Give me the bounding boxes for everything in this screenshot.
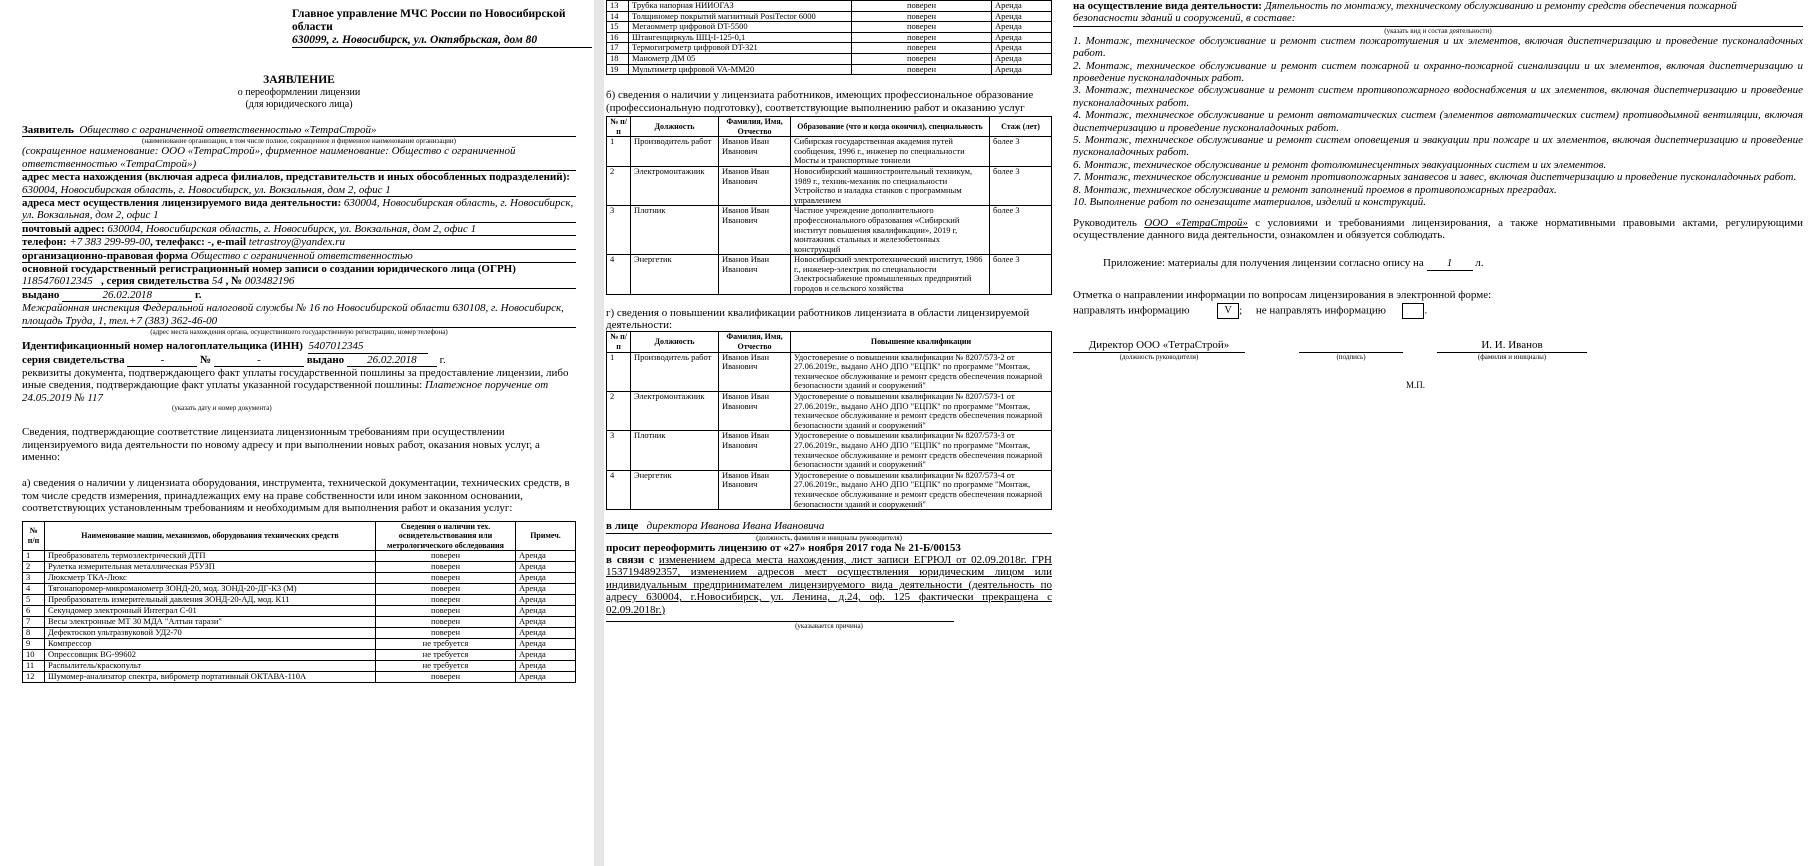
ack-org: ООО «ТетраСтрой»: [1144, 216, 1248, 229]
equipment-cell: Аренда: [992, 43, 1052, 54]
equipment-row: [607, 11, 1052, 22]
applicant-block: [22, 124, 576, 412]
equipment-cell: Мегаомметр цифровой DT-5500: [629, 22, 852, 33]
staff-cell: Частное учреждение дополнительного профессионального образования «Сибирский институт повышения квалификации», 2019 г, монтажник стальных и железобетонных конструкций: [791, 206, 990, 255]
issuer-value: Межрайонная инспекция Федеральной налоговой службы № 16 по Новосибирской области 630108, г. Новосибирск, площадь Труда, 1, тел.+7 (383) 362-46-00: [22, 302, 576, 328]
activity-item: 3. Монтаж, техническое обслуживание и ремонт систем противопожарного водоснабжения и их элементов, включая диспетчеризацию и проведение пусконаладочных работ.: [1073, 84, 1803, 109]
ack-text: с условиями и требованиями лицензирования, а также нормативными правовыми актами, регулирующими осуществление данного вида деятельности, ознакомлен и обязуется соблюдать.: [1073, 216, 1804, 241]
form-value: Общество с ограниченной ответственностью: [190, 249, 413, 262]
qual-header-pos: Должность: [631, 332, 719, 352]
email-value: tetrastroy@yandex.ru: [248, 236, 345, 249]
nosend-dot: .: [1424, 304, 1428, 317]
staff-cell: Новосибирский машиностроительный техникум, 1989 г., техник-механик по специальности Устройство и наладка станков с программным управлением: [791, 166, 990, 205]
series-value: 54: [211, 275, 223, 288]
qual-cell: Энергетик: [631, 470, 719, 509]
equipment-cell: 12: [23, 672, 45, 683]
equipment-cell: не требуется: [376, 661, 516, 672]
equipment-cell: Аренда: [516, 628, 576, 639]
request-text: просит переоформить лицензию от «27» ноября 2017 года № 21-Б/00153: [606, 541, 961, 554]
person-label: в лице: [606, 520, 639, 533]
title-sub1: о переоформлении лицензии: [237, 87, 361, 98]
equipment-cell: Дефектоскоп ультразвуковой УД2-70: [45, 628, 376, 639]
issuer-caption: (адрес места нахождения органа, осуществившего государственную регистрацию, номер телефона): [150, 328, 448, 337]
activity-item: 6. Монтаж, техническое обслуживание и ремонт фотолюминесцентных эвакуационных систем и их элементов.: [1073, 158, 1607, 171]
equipment-cell: поверен: [376, 551, 516, 562]
qual-cell: Удостоверение о повышении квалификации № 8207/573-1 от 27.06.2019г., выдано АНО ДПО "ЕЦПК" по программе "Монтаж, техническое обслуживание и ремонт средств обеспечения пожарной безопасности зданий и сооружений": [791, 392, 1052, 431]
stamp-place: М.П.: [1406, 379, 1426, 390]
page-gap: [594, 0, 604, 866]
act-addr-label: адреса мест осуществления лицензируемого вида деятельности:: [22, 197, 342, 210]
equipment-cell: Аренда: [516, 584, 576, 595]
issued-value: 26.02.2018: [62, 289, 192, 302]
equipment-cell: поверен: [852, 43, 992, 54]
equipment-row: [23, 639, 576, 650]
applicant-label: Заявитель: [22, 124, 74, 136]
equipment-cell: поверен: [852, 22, 992, 33]
qual-header-no: № п/п: [607, 332, 631, 352]
intro-text: Сведения, подтверждающие соответствие лицензиата лицензионным требованиям при осуществлении лицензируемого вида деятельности по новому адресу и при выполнении новых работ, оказания новых услуг, а именно:: [22, 426, 540, 463]
staff-row: [607, 166, 1052, 205]
staff-cell: Иванов Иван Иванович: [719, 255, 791, 294]
equipment-table-part1: [22, 521, 576, 684]
issued-year: г.: [194, 288, 202, 301]
act-addr-value: 630004, Новосибирская область, г. Новосибирск, ул. Вокзальная, дом 2, офис 1: [22, 197, 574, 222]
qual-cell: Иванов Иван Иванович: [719, 392, 791, 431]
equipment-cell: поверен: [376, 584, 516, 595]
equipment-cell: 11: [23, 661, 45, 672]
activity-list: [1073, 35, 1803, 209]
equipment-cell: поверен: [376, 573, 516, 584]
send-semicolon: ;: [1239, 304, 1243, 317]
equipment-row: [23, 573, 576, 584]
reason-value: изменением адреса места нахождения, лист записи ЕГРЮЛ от 02.09.2018г. ГРН 1537194892357, изменением адресов мест осуществления юридическим лицом или индивидуальным предпринимателем лицензируемого вида деятельности (деятельность по адресу 630004, г.Новосибирск, ул. Ленина, д.24, оф. 125 фактически прекращена с 02.09.2018г.): [606, 553, 1052, 616]
equipment-cell: поверен: [376, 595, 516, 606]
staff-header-fio: Фамилия, Имя, Отчество: [719, 116, 791, 136]
equipment-cell: Распылитель/краскопульт: [45, 661, 376, 672]
sign-position: Директор ООО «ТетраСтрой»: [1073, 339, 1245, 352]
payment-value: Платежное поручение от 24.05.2019 № 117: [22, 379, 549, 404]
equipment-cell: Преобразователь измерительный давления ЗОНД-20-АД, мод. К11: [45, 595, 376, 606]
equipment-cell: Мультиметр цифровой VA-MM20: [629, 64, 852, 75]
equipment-cell: Термогигрометр цифровой DT-321: [629, 43, 852, 54]
fax-value: -: [207, 236, 212, 249]
qual-cell: 4: [607, 470, 631, 509]
equipment-cell: 18: [607, 53, 629, 64]
staff-row: [607, 206, 1052, 255]
equipment-row: [23, 595, 576, 606]
activity-item: 7. Монтаж, техническое обслуживание и ремонт противопожарных занавесов и завес, включая диспетчеризацию и проведение пусконаладочных работ.: [1073, 171, 1797, 184]
electronic-choices: [1073, 303, 1803, 319]
qual-header-q: Повышение квалификации: [791, 332, 1052, 352]
applicant-name-caption: (наименование организации, в том числе полное, сокращенное и фирменное наименование организации): [142, 137, 456, 146]
equipment-table-part2: [606, 0, 1052, 75]
staff-cell: 2: [607, 166, 631, 205]
page-1: [0, 0, 594, 866]
eq-header-note: Примеч.: [516, 521, 576, 551]
equipment-row: [23, 628, 576, 639]
equipment-cell: 14: [607, 11, 629, 22]
staff-header-no: № п/п: [607, 116, 631, 136]
staff-row: [607, 255, 1052, 294]
equipment-cell: поверен: [376, 672, 516, 683]
staff-cell: более 3: [990, 166, 1052, 205]
title-sub2: (для юридического лица): [245, 98, 353, 110]
inn-no-label: №: [200, 353, 212, 366]
equipment-cell: поверен: [376, 562, 516, 573]
staff-cell: 1: [607, 137, 631, 167]
staff-header-edu: Образование (что и когда окончил), специальность: [791, 116, 990, 136]
equipment-cell: Шумомер-анализатор спектра, виброметр портативный ОКТАВА-110А: [45, 672, 376, 683]
document-title: [22, 74, 576, 110]
form-label: организационно-правовая форма: [22, 249, 188, 262]
qual-cell: Электромонтажник: [631, 392, 719, 431]
equipment-cell: поверен: [852, 32, 992, 43]
equipment-row: [607, 1, 1052, 12]
activity-label: на осуществление вида деятельности:: [1073, 0, 1262, 12]
inn-issued-label: выдано: [306, 353, 345, 366]
equipment-cell: не требуется: [376, 650, 516, 661]
column-right: [1073, 0, 1803, 391]
no-label: , №: [225, 275, 243, 288]
series-label: , серия свидетельства: [100, 275, 210, 288]
equipment-cell: 19: [607, 64, 629, 75]
attach-text: Приложение: материалы для получения лицензии согласно опису на: [1103, 257, 1424, 270]
nosend-label: не направлять информацию: [1255, 304, 1386, 317]
applicant-short-name: (сокращенное наименование: ООО «ТетраСтрой», фирменное наименование: Общество с ограниченной ответственностью «ТетраСтрой»): [22, 145, 576, 171]
equipment-row: [23, 551, 576, 562]
qual-cell: 1: [607, 352, 631, 391]
reason-label: в связи с: [606, 553, 654, 566]
qual-cell: 2: [607, 392, 631, 431]
electronic-text: Отметка о направлении информации по вопросам лицензирования в электронной форме:: [1073, 288, 1492, 301]
cap-sign: (подпись): [1336, 352, 1366, 361]
equipment-row: [23, 650, 576, 661]
equipment-cell: поверен: [376, 628, 516, 639]
cap-position: (должность руководителя): [1119, 352, 1199, 361]
equipment-cell: Секундомер электронный Интеграл С-01: [45, 606, 376, 617]
inn-issued-value: 26.02.2018: [347, 354, 437, 367]
equipment-cell: Аренда: [992, 11, 1052, 22]
person-value: директора Иванова Ивана Ивановича: [646, 520, 825, 533]
qual-cell: Удостоверение о повышении квалификации № 8207/573-2 от 27.06.2019г., выдано АНО ДПО "ЕЦПК" по программе "Монтаж, техническое обслуживание и ремонт средств обеспечения пожарной безопасности зданий и сооружений": [791, 352, 1052, 391]
equipment-cell: Опрессовщик ВG-99602: [45, 650, 376, 661]
equipment-cell: Аренда: [516, 595, 576, 606]
equipment-row: [607, 22, 1052, 33]
equipment-cell: Аренда: [516, 562, 576, 573]
equipment-cell: 7: [23, 617, 45, 628]
equipment-cell: поверен: [852, 64, 992, 75]
equipment-cell: 9: [23, 639, 45, 650]
equipment-row: [23, 617, 576, 628]
staff-row: [607, 137, 1052, 167]
section-g-text: г) сведения о повышении квалификации работников лицензиата в области лицензируемой деятельности:: [606, 306, 1030, 332]
equipment-cell: Аренда: [516, 551, 576, 562]
equipment-cell: Толщиномер покрытий магнитный PosiTector 6000: [629, 11, 852, 22]
equipment-cell: 4: [23, 584, 45, 595]
activity-item: 1. Монтаж, техническое обслуживание и ремонт систем пожаротушения и их элементов, включая диспетчеризацию и проведение пусконаладочных работ.: [1073, 34, 1803, 60]
staff-cell: 3: [607, 206, 631, 255]
equipment-cell: 5: [23, 595, 45, 606]
person-block: [606, 520, 1052, 630]
staff-cell: Сибирская государственная академия путей сообщения, 1996 г., инженер по специальности Мосты и транспортные тоннели: [791, 137, 990, 167]
equipment-cell: 17: [607, 43, 629, 54]
eq-header-name: Наименование машин, механизмов, оборудования технических средств: [45, 521, 376, 551]
qual-cell: Иванов Иван Иванович: [719, 470, 791, 509]
equipment-cell: не требуется: [376, 639, 516, 650]
staff-cell: Новосибирский электротехнический институт, 1986 г., инженер-электрик по специальности Электроснабжение промышленных предприятий городов и сельского хозяйства: [791, 255, 990, 294]
eq-header-check: Сведения о наличии тех. освидетельствования или метрологического обследования: [376, 521, 516, 551]
equipment-cell: поверен: [852, 53, 992, 64]
staff-cell: 4: [607, 255, 631, 294]
equipment-row: [23, 672, 576, 683]
equipment-cell: Аренда: [992, 32, 1052, 43]
sign-line: [1299, 340, 1403, 353]
activity-item: 5. Монтаж, техническое обслуживание и ремонт систем оповещения и эвакуации при пожаре и их элементов, включая диспетчеризацию и проведение пусконаладочных работ.: [1073, 134, 1803, 159]
applicant-name: Общество с ограниченной ответственностью «ТетраСтрой»: [79, 124, 377, 136]
email-label: , e-mail: [211, 236, 247, 249]
staff-cell: Производитель работ: [631, 137, 719, 167]
attach-count: 1: [1427, 257, 1473, 270]
post-value: 630004, Новосибирская область, г. Новосибирск, ул. Вокзальная, дом 2, офис 1: [107, 222, 477, 235]
phone-value: +7 383 299-99-00: [69, 236, 151, 249]
signature-captions: [1073, 353, 1803, 361]
qual-cell: 3: [607, 431, 631, 470]
qual-cell: Иванов Иван Иванович: [719, 431, 791, 470]
equipment-cell: Преобразователь термоэлектрический ДТП: [45, 551, 376, 562]
activity-item: 8. Монтаж, техническое обслуживание и ремонт заполнений проемов в противопожарных преградах.: [1073, 183, 1557, 196]
staff-cell: Плотник: [631, 206, 719, 255]
page-2: [604, 0, 1815, 866]
staff-cell: более 3: [990, 137, 1052, 167]
authority: Главное управление МЧС России по Новосибирской области: [292, 8, 566, 33]
equipment-cell: Аренда: [992, 22, 1052, 33]
equipment-cell: Компрессор: [45, 639, 376, 650]
send-checkbox[interactable]: V: [1217, 303, 1239, 319]
staff-cell: Иванов Иван Иванович: [719, 206, 791, 255]
equipment-cell: Аренда: [516, 606, 576, 617]
equipment-cell: Аренда: [516, 573, 576, 584]
equipment-cell: 3: [23, 573, 45, 584]
staff-cell: Энергетик: [631, 255, 719, 294]
equipment-cell: Аренда: [992, 53, 1052, 64]
issued-label: выдано: [22, 288, 60, 301]
phone-label: телефон:: [22, 236, 67, 249]
staff-cell: более 3: [990, 255, 1052, 294]
attachment-block: [1073, 257, 1803, 270]
reason-caption: (указывается причина): [795, 622, 863, 630]
qual-row: [607, 470, 1052, 509]
authority-address: 630099, г. Новосибирск, ул. Октябрьская, дом 80: [292, 34, 592, 48]
equipment-cell: Аренда: [992, 64, 1052, 75]
payment-text: реквизиты документа, подтверждающего факт уплаты государственной пошлины за предоставление лицензии, либо иные сведения, подтверждающие факт уплаты указанной государственной пошлины:: [22, 366, 569, 392]
equipment-cell: поверен: [376, 617, 516, 628]
attach-unit: л.: [1475, 257, 1484, 270]
equipment-cell: Аренда: [516, 650, 576, 661]
equipment-cell: поверен: [852, 1, 992, 12]
ogrn-value: 1185476012345: [22, 275, 93, 288]
equipment-cell: Рулетка измерительная металлическая Р5УЗП: [45, 562, 376, 573]
activity-item: 2. Монтаж, техническое обслуживание и ремонт систем пожарной и охранно-пожарной сигнализации и их элементов, включая диспетчеризацию и проведение пусконаладочных работ.: [1073, 59, 1803, 85]
equipment-row: [23, 584, 576, 595]
equipment-cell: Весы электронные МТ 30 МДА "Алтын тарази": [45, 617, 376, 628]
equipment-row: [23, 606, 576, 617]
equipment-cell: Трубка напорная НИИОГАЗ: [629, 1, 852, 12]
ogrn-label: основной государственный регистрационный номер записи о создании юридического лица (ОГРН): [22, 263, 516, 276]
signature-block: [1073, 339, 1803, 352]
inn-series-value: -: [127, 354, 197, 367]
header: [292, 8, 592, 48]
qual-cell: Иванов Иван Иванович: [719, 352, 791, 391]
equipment-cell: Аренда: [516, 672, 576, 683]
equipment-cell: Аренда: [516, 661, 576, 672]
equipment-cell: Аренда: [516, 639, 576, 650]
section-a-text: а) сведения о наличии у лицензиата оборудования, инструмента, технической документации, технических средств, в том числе средств измерения, принадлежащих ему на праве собственности или ином законном основании, соответствующих установленным требованиям и необходимым для выполнения работ и оказания услуг:: [22, 477, 570, 515]
activity-value: Дятельность по монтажу, техническому обслуживанию и ремонту средств обеспечения пожарной безопасности зданий и сооружений, в составе:: [1073, 0, 1737, 25]
equipment-cell: 13: [607, 1, 629, 12]
staff-cell: Иванов Иван Иванович: [719, 166, 791, 205]
equipment-row: [23, 661, 576, 672]
qual-cell: Производитель работ: [631, 352, 719, 391]
inn-label: Идентификационный номер налогоплательщика (ИНН): [22, 340, 303, 353]
inn-no-value: -: [214, 354, 304, 367]
equipment-cell: Манометр ДМ 05: [629, 53, 852, 64]
staff-cell: Электромонтажник: [631, 166, 719, 205]
equipment-cell: Люксметр ТКА-Люкс: [45, 573, 376, 584]
column-middle: [606, 0, 1052, 630]
equipment-row: [607, 53, 1052, 64]
nosend-checkbox[interactable]: [1402, 303, 1424, 319]
equipment-cell: 6: [23, 606, 45, 617]
activity-item: 4. Монтаж, техническое обслуживание и ремонт автоматических систем (элементов автоматических систем) противодымной вентиляции, включая диспетчеризацию и проведение пусконаладочных работ.: [1073, 109, 1803, 134]
activity-caption: (указать вид и состав деятельности): [1384, 26, 1492, 35]
equipment-cell: 15: [607, 22, 629, 33]
equipment-cell: Тягонапоромер-микроманометр ЗОНД-20, мод. ЗОНД-20-ДГ-К3 (М): [45, 584, 376, 595]
staff-cell: более 3: [990, 206, 1052, 255]
qual-row: [607, 352, 1052, 391]
inn-value: 5407012345: [308, 340, 428, 353]
cap-name: (фамилия и инициалы): [1477, 352, 1547, 361]
staff-cell: Иванов Иван Иванович: [719, 137, 791, 167]
qualification-table: [606, 331, 1052, 510]
equipment-cell: 1: [23, 551, 45, 562]
inn-year: г.: [439, 353, 446, 366]
eq-header-no: № п/п: [23, 521, 45, 551]
equipment-cell: поверен: [376, 606, 516, 617]
equipment-row: [607, 64, 1052, 75]
activity-item: 10. Выполнение работ по огнезащите материалов, изделий и конструкций.: [1073, 196, 1427, 209]
staff-header-exp: Стаж (лет): [990, 116, 1052, 136]
sign-name: И. И. Иванов: [1437, 339, 1587, 352]
equipment-cell: Аренда: [992, 1, 1052, 12]
equipment-cell: 2: [23, 562, 45, 573]
acknowledge-block: [1073, 217, 1803, 242]
qual-cell: Удостоверение о повышении квалификации № 8207/573-4 от 27.06.2019г., выдано АНО ДПО "ЕЦПК" по программе "Монтаж, техническое обслуживание и ремонт средств обеспечения пожарной безопасности зданий и сооружений": [791, 470, 1052, 509]
staff-table: [606, 116, 1052, 295]
equipment-cell: 10: [23, 650, 45, 661]
staff-header-pos: Должность: [631, 116, 719, 136]
post-label: почтовый адрес:: [22, 222, 105, 235]
qual-row: [607, 392, 1052, 431]
send-label: направлять информацию: [1073, 304, 1190, 317]
equipment-cell: Аренда: [516, 617, 576, 628]
equipment-cell: 8: [23, 628, 45, 639]
fax-label: , телефакс:: [150, 236, 205, 249]
payment-caption: (указать дату и номер документа): [172, 404, 272, 413]
equipment-row: [607, 32, 1052, 43]
no-value: 003482196: [244, 275, 295, 288]
equipment-row: [607, 43, 1052, 54]
addr-value: 630004, Новосибирская область, г. Новосибирск, ул. Вокзальная, дом 2, офис 1: [22, 183, 391, 196]
equipment-cell: 16: [607, 32, 629, 43]
equipment-cell: поверен: [852, 11, 992, 22]
person-caption: (должность, фамилия и инициалы руководителя): [756, 533, 902, 542]
inn-series-label: серия свидетельства: [22, 353, 125, 366]
qual-header-fio: Фамилия, Имя, Отчество: [719, 332, 791, 352]
section-b-text: б) сведения о наличии у лицензиата работников, имеющих профессиональное образование (профессиональную подготовку), соответствующие выполнению работ и оказанию услуг: [606, 89, 1034, 114]
title-main: ЗАЯВЛЕНИЕ: [263, 74, 335, 86]
equipment-row: [23, 562, 576, 573]
qual-cell: Плотник: [631, 431, 719, 470]
ack-prefix: Руководитель: [1073, 216, 1137, 229]
qual-cell: Удостоверение о повышении квалификации № 8207/573-3 от 27.06.2019г., выдано АНО ДПО "ЕЦПК" по программе "Монтаж, техническое обслуживание и ремонт средств обеспечения пожарной безопасности зданий и сооружений": [791, 431, 1052, 470]
qual-row: [607, 431, 1052, 470]
equipment-cell: Штангенциркуль ШЦ-I-125-0,1: [629, 32, 852, 43]
addr-label: адрес места нахождения (включая адреса филиалов, представительств и иных обособленных подразделений):: [22, 171, 570, 184]
